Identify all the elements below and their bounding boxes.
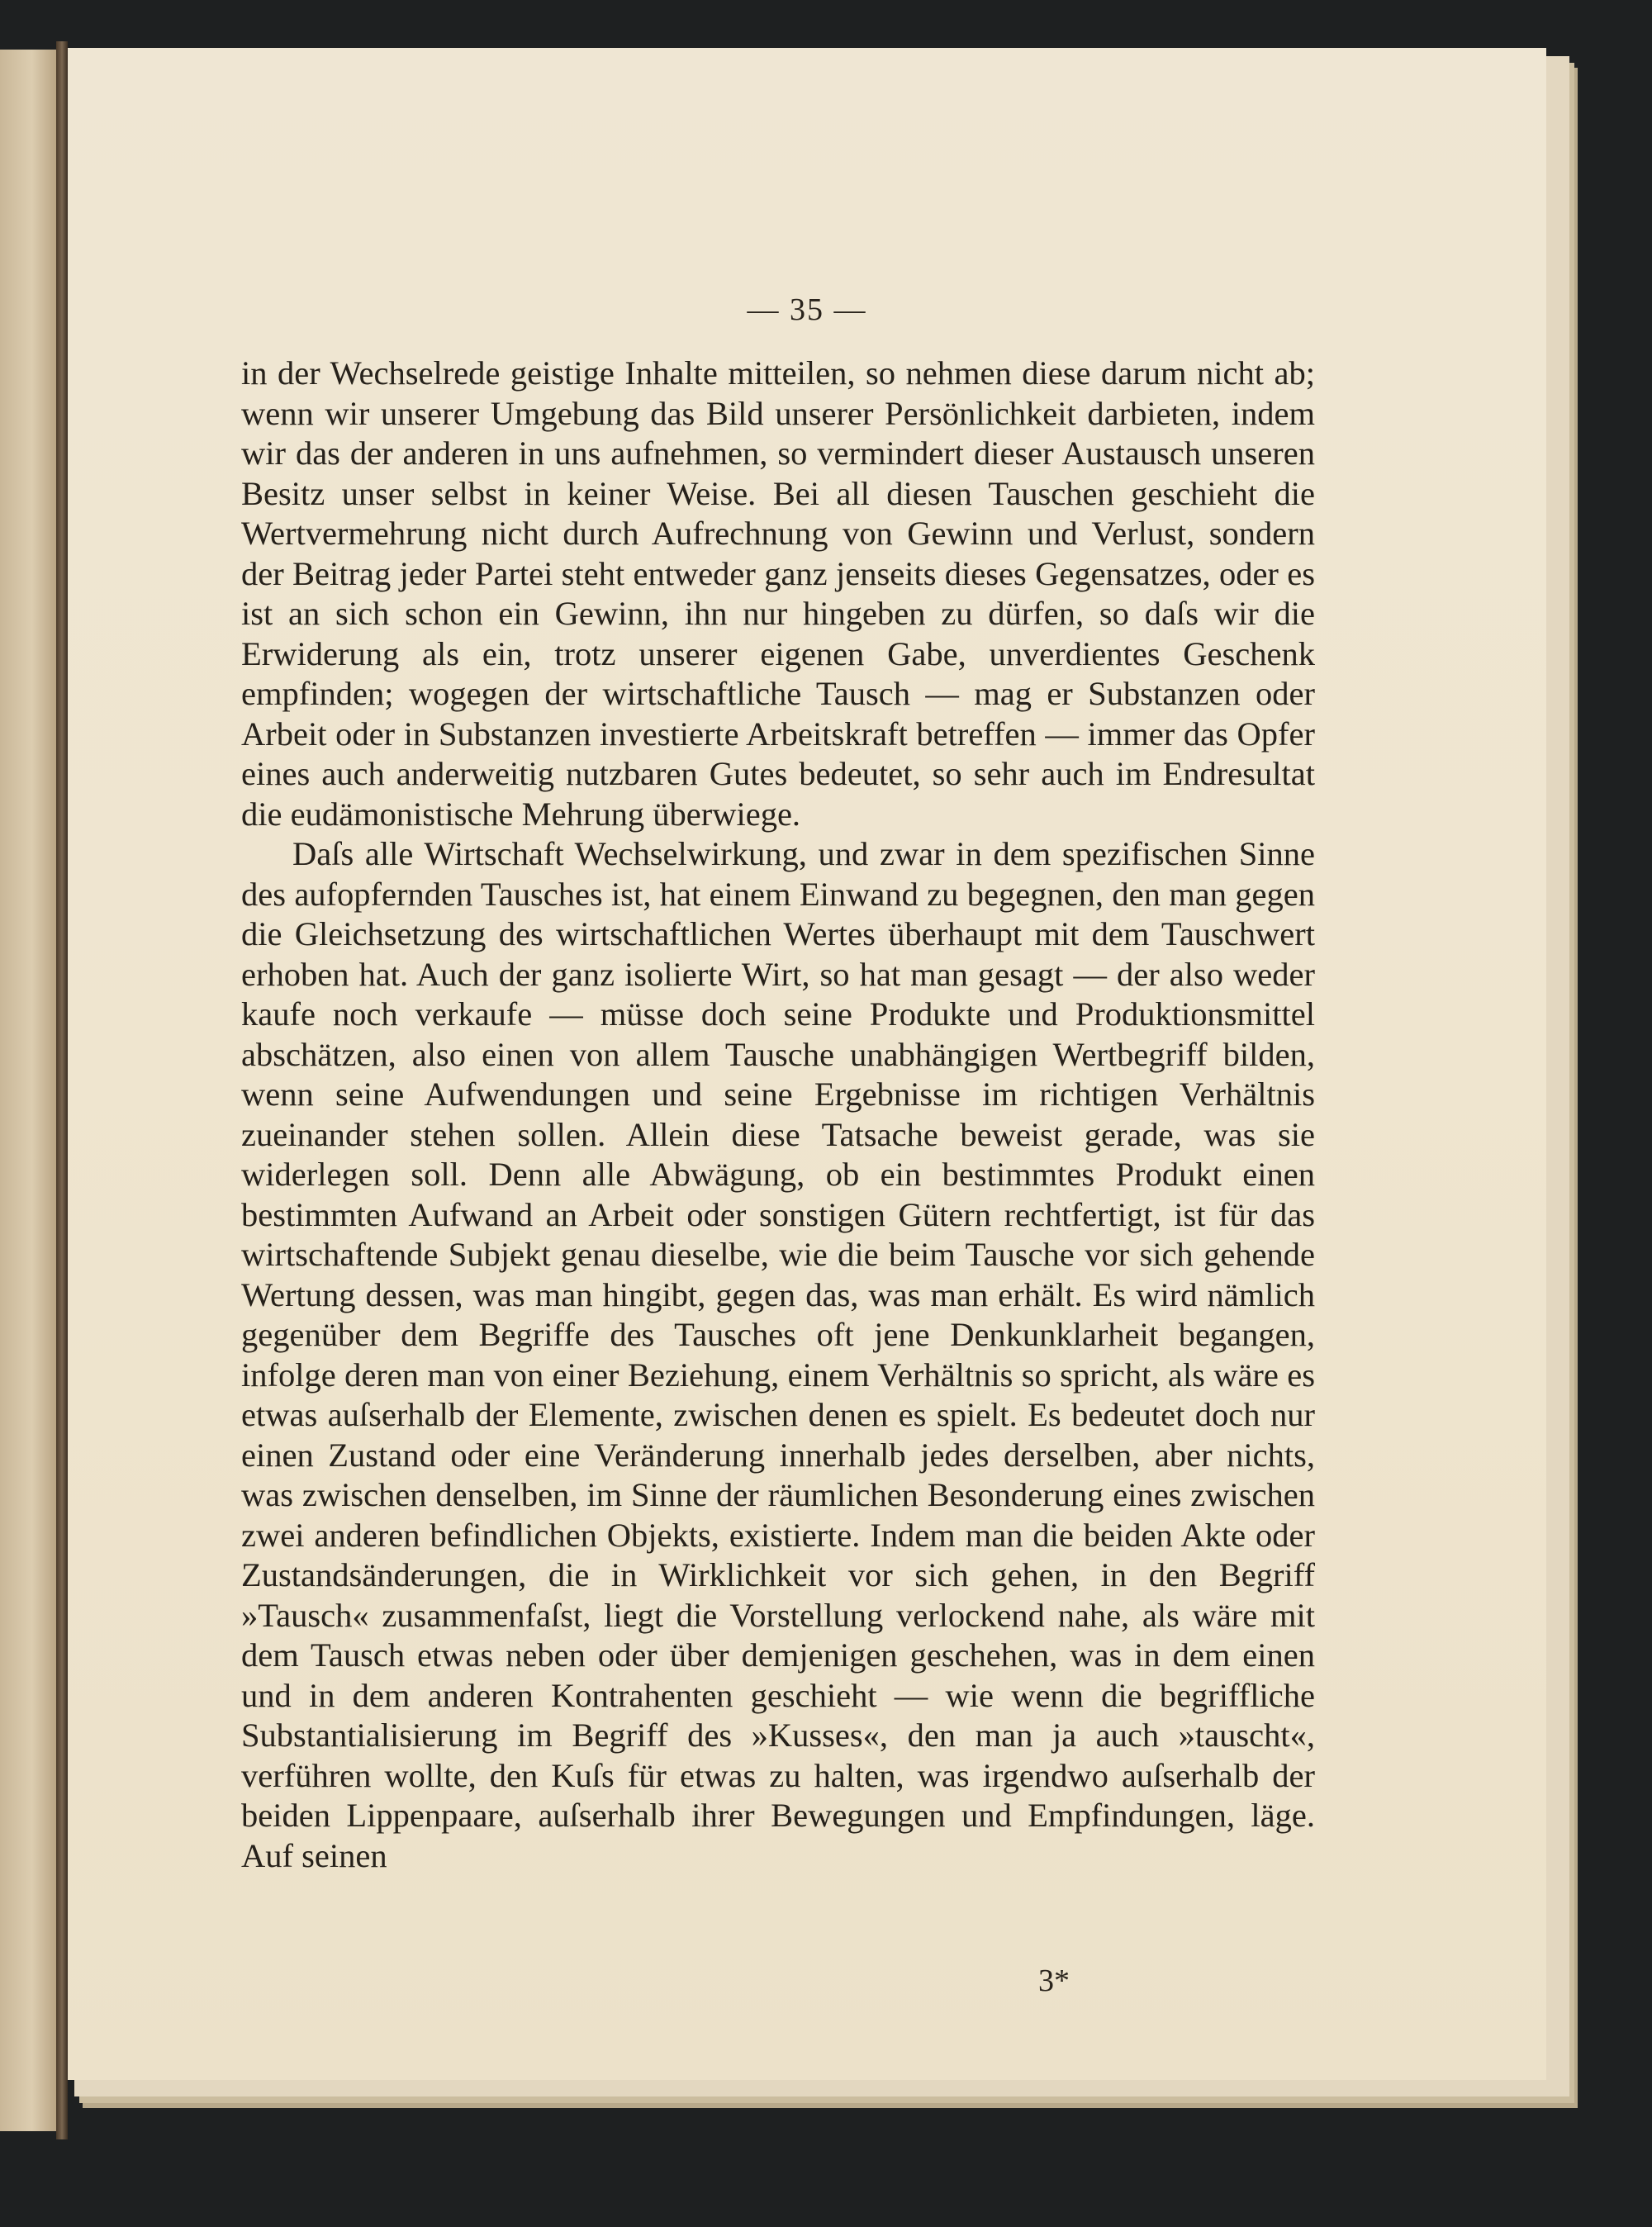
book-page xyxy=(68,48,1546,2080)
paragraph-1: in der Wechselrede geistige Inhalte mitteilen, so nehmen diese darum nicht ab; wenn wir unserer Umgebung das Bild unserer Persönlichkeit darbieten, indem wir das der anderen in uns aufnehmen, so vermindert dieser Austausch unseren Besitz unser selbst in keiner Weise. Bei all diesen Tauschen geschieht die Wertvermehrung nicht durch Aufrechnung von Gewinn und Verlust, sondern der Beitrag jeder Partei steht entweder ganz jenseits dieses Gegensatzes, oder es ist an sich schon ein Gewinn, ihn nur hingeben zu dürfen, so daſs wir die Erwiderung als ein, trotz unserer eigenen Gabe, unverdientes Geschenk empfinden; wogegen der wirtschaftliche Tausch — mag er Substanzen oder Arbeit oder in Substanzen investierte Arbeitskraft betreffen — immer das Opfer eines auch anderweitig nutzbaren Gutes bedeutet, so sehr auch im Endresultat die eudämonistische Mehrung überwiege. xyxy=(241,354,1315,833)
page-number: — 35 — xyxy=(747,292,867,327)
facing-page-edge xyxy=(0,50,58,2131)
body-text xyxy=(241,354,1315,1876)
paragraph-2: Daſs alle Wirtschaft Wechselwirkung, und zwar in dem spezifischen Sinne des aufopfernden Tausches ist, hat einem Einwand zu begegnen, den man gegen die Gleichsetzung des wirtschaftlichen Wertes überhaupt mit dem Tauschwert erhoben hat. Auch der ganz isolierte Wirt, so hat man gesagt — der also weder kaufe noch verkaufe — müsse doch seine Produkte und Produktionsmittel abschätzen, also einen von allem Tausche unabhängigen Wertbegriff bilden, wenn seine Aufwendungen und seine Ergebnisse im richtigen Verhältnis zueinander stehen sollen. Allein diese Tatsache beweist gerade, was sie widerlegen soll. Denn alle Abwägung, ob ein bestimmtes Produkt einen bestimmten Aufwand an Arbeit oder sonstigen Gütern rechtfertigt, ist für das wirtschaftende Subjekt genau dieselbe, wie die beim Tausche vor sich gehende Wertung dessen, was man hingibt, gegen das, was man erhält. Es wird nämlich gegenüber dem Begriffe des Tausches oft jene Denkunklarheit begangen, infolge deren man von einer Beziehung, einem Verhältnis so spricht, als wäre es etwas auſserhalb der Elemente, zwischen denen es spielt. Es bedeutet doch nur einen Zustand oder eine Veränderung innerhalb jedes derselben, aber nichts, was zwischen denselben, im Sinne der räumlichen Besonderung eines zwischen zwei anderen befindlichen Objekts, existierte. Indem man die beiden Akte oder Zustandsänderungen, die in Wirklichkeit vor sich gehen, in den Begriff »Tausch« zusammenfaſst, liegt die Vorstellung verlockend nahe, als wäre mit dem Tausch etwas neben oder über demjenigen geschehen, was in dem einen und in dem anderen Kontrahenten geschieht — wie wenn die begriffliche Substantialisierung im Begriff des »Kusses«, den man ja auch »tauscht«, verführen wollte, den Kuſs für etwas zu halten, was irgendwo auſserhalb der beiden Lippenpaare, auſserhalb ihrer Bewegungen und Empfindungen, läge. Auf seinen xyxy=(241,835,1315,1874)
book-gutter xyxy=(56,41,68,2139)
signature-mark: 3* xyxy=(1038,1963,1070,1998)
